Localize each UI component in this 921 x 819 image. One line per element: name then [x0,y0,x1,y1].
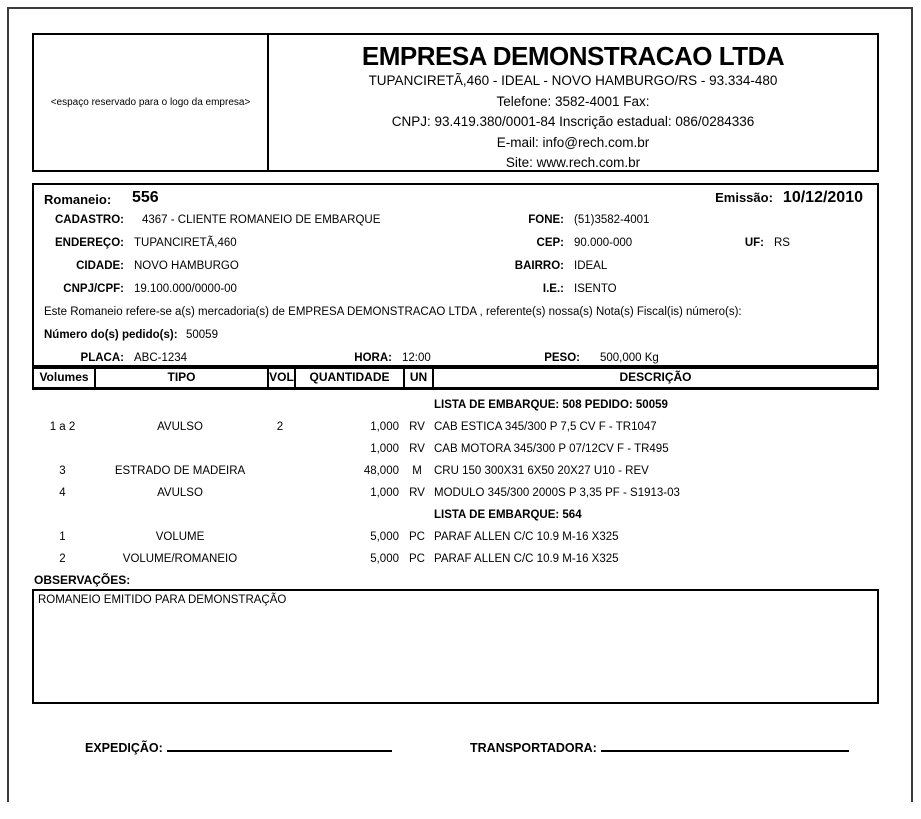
company-address: TUPANCIRETÃ,460 - IDEAL - NOVO HAMBURGO/RS - 93.334-480 [368,73,778,88]
cell-quantidade: 5,000 [370,531,399,543]
placa-label: PLACA: [80,352,124,364]
cell-quantidade: 1,000 [370,443,399,455]
cell-descricao: PARAF ALLEN C/C 10.9 M-16 X325 [434,531,619,543]
cell-descricao: CAB ESTICA 345/300 P 7,5 CV F - TR1047 [434,421,657,433]
romaneio-number: 556 [132,189,159,206]
cell-quantidade: 48,000 [363,465,399,477]
company-cnpj: CNPJ: 93.419.380/0001-84 Inscrição estadual: 086/0284336 [391,114,755,129]
group-header-row [32,395,879,417]
header-cell-vol: VOL [269,369,296,387]
cell-un: RV [409,487,425,499]
observacoes-text: ROMANEIO EMITIDO PARA DEMONSTRAÇÃO [38,594,287,606]
header-cell-volumes: Volumes [34,369,96,387]
cell-tipo: VOLUME [155,531,205,543]
cell-vol: 2 [276,421,284,433]
company-header-box [32,33,879,172]
expedicao-field [85,740,392,755]
cell-tipo: AVULSO [157,487,203,499]
cell-un: M [412,465,422,477]
cell-tipo: AVULSO [157,421,203,433]
endereco-value: TUPANCIRETÃ,460 [134,237,237,249]
cell-quantidade: 1,000 [370,421,399,433]
hora-value: 12:00 [402,352,431,364]
cnpj-cpf-value: 19.100.000/0000-00 [134,283,237,295]
emission-label: Emissão: [715,190,773,205]
transportadora-field [470,740,849,755]
transportadora-signature-line [601,740,849,752]
cell-descricao: CAB MOTORA 345/300 P 07/12CV F - TR495 [434,443,669,455]
bairro-label: BAIRRO: [514,260,564,272]
cadastro-value: 4367 - CLIENTE ROMANEIO DE EMBARQUE [142,214,381,226]
cell-descricao: MODULO 345/300 2000S P 3,35 PF - S1913-03 [434,487,680,499]
cell-descricao: CRU 150 300X31 6X50 20X27 U10 - REV [434,465,649,477]
pedido-label: Número do(s) pedido(s): [44,329,178,341]
logo-placeholder: <espaço reservado para o logo da empresa> [34,35,269,170]
cell-tipo: ESTRADO DE MADEIRA [114,465,246,477]
uf-value: RS [774,237,790,249]
company-info [269,35,877,170]
uf-label: UF: [744,237,764,249]
cell-descricao: PARAF ALLEN C/C 10.9 M-16 X325 [434,553,619,565]
table-row [32,439,879,461]
cell-tipo: VOLUME/ROMANEIO [122,553,238,565]
emission-field [715,189,863,207]
expedicao-label: EXPEDIÇÃO: [85,741,163,755]
cell-volumes: 2 [59,553,66,565]
cadastro-label: CADASTRO: [55,214,124,226]
cell-volumes: 4 [59,487,66,499]
ie-label: I.E.: [542,283,564,295]
cell-volumes: 3 [59,465,66,477]
cell-volumes: 1 a 2 [49,421,76,433]
company-name: EMPRESA DEMONSTRACAO LTDA [361,41,785,71]
fone-label: FONE: [528,214,564,226]
cell-un: PC [409,531,425,543]
cell-un: RV [409,443,425,455]
table-row [32,483,879,505]
header-cell-un: UN [405,369,434,387]
expedicao-signature-line [167,740,392,752]
emission-date: 10/12/2010 [782,189,863,206]
cep-label: CEP: [536,237,564,249]
items-rows [32,395,879,571]
company-site: Site: www.rech.com.br [505,155,641,170]
cidade-value: NOVO HAMBURGO [134,260,239,272]
table-row [32,461,879,483]
bairro-value: IDEAL [574,260,608,272]
company-phone: Telefone: 3582-4001 Fax: [496,93,650,109]
header-cell-quantidade: QUANTIDADE [296,369,405,387]
cell-quantidade: 5,000 [370,553,399,565]
observacoes-box [32,589,879,704]
fone-value: (51)3582-4001 [574,214,650,226]
table-row [32,417,879,439]
observacoes-label: OBSERVAÇÕES: [34,573,131,587]
header-cell-tipo: TIPO [96,369,269,387]
endereco-label: ENDEREÇO: [54,237,124,249]
peso-label: PESO: [544,352,580,364]
pedido-value: 50059 [186,329,218,341]
placa-value: ABC-1234 [134,352,188,364]
hora-label: HORA: [354,352,392,364]
cell-un: PC [409,553,425,565]
group-header-text: LISTA DE EMBARQUE: 564 [434,509,582,521]
group-header-text: LISTA DE EMBARQUE: 508 PEDIDO: 50059 [434,399,668,411]
header-cell-descricao: DESCRIÇÃO [619,370,692,384]
cell-volumes: 1 [59,531,66,543]
cep-value: 90.000-000 [574,237,633,249]
company-email: E-mail: info@rech.com.br [496,134,650,150]
cell-un: RV [409,421,425,433]
group-header-row [32,505,879,527]
items-table-header [32,367,879,390]
table-row [32,549,879,571]
cell-quantidade: 1,000 [370,487,399,499]
romaneio-number-label: Romaneio: [44,192,112,207]
peso-value: 500,000 Kg [600,352,659,364]
cnpj-cpf-label: CNPJ/CPF: [63,283,124,295]
ie-value: ISENTO [574,283,617,295]
romaneio-info-box [32,183,879,367]
cidade-label: CIDADE: [76,260,124,272]
reference-text: Este Romaneio refere-se a(s) mercadoria(s) de EMPRESA DEMONSTRACAO LTDA , referente(s) nossa(s) Nota(s) Fiscal(is) número(s): [44,306,742,318]
transportadora-label: TRANSPORTADORA: [470,741,597,755]
table-row [32,527,879,549]
